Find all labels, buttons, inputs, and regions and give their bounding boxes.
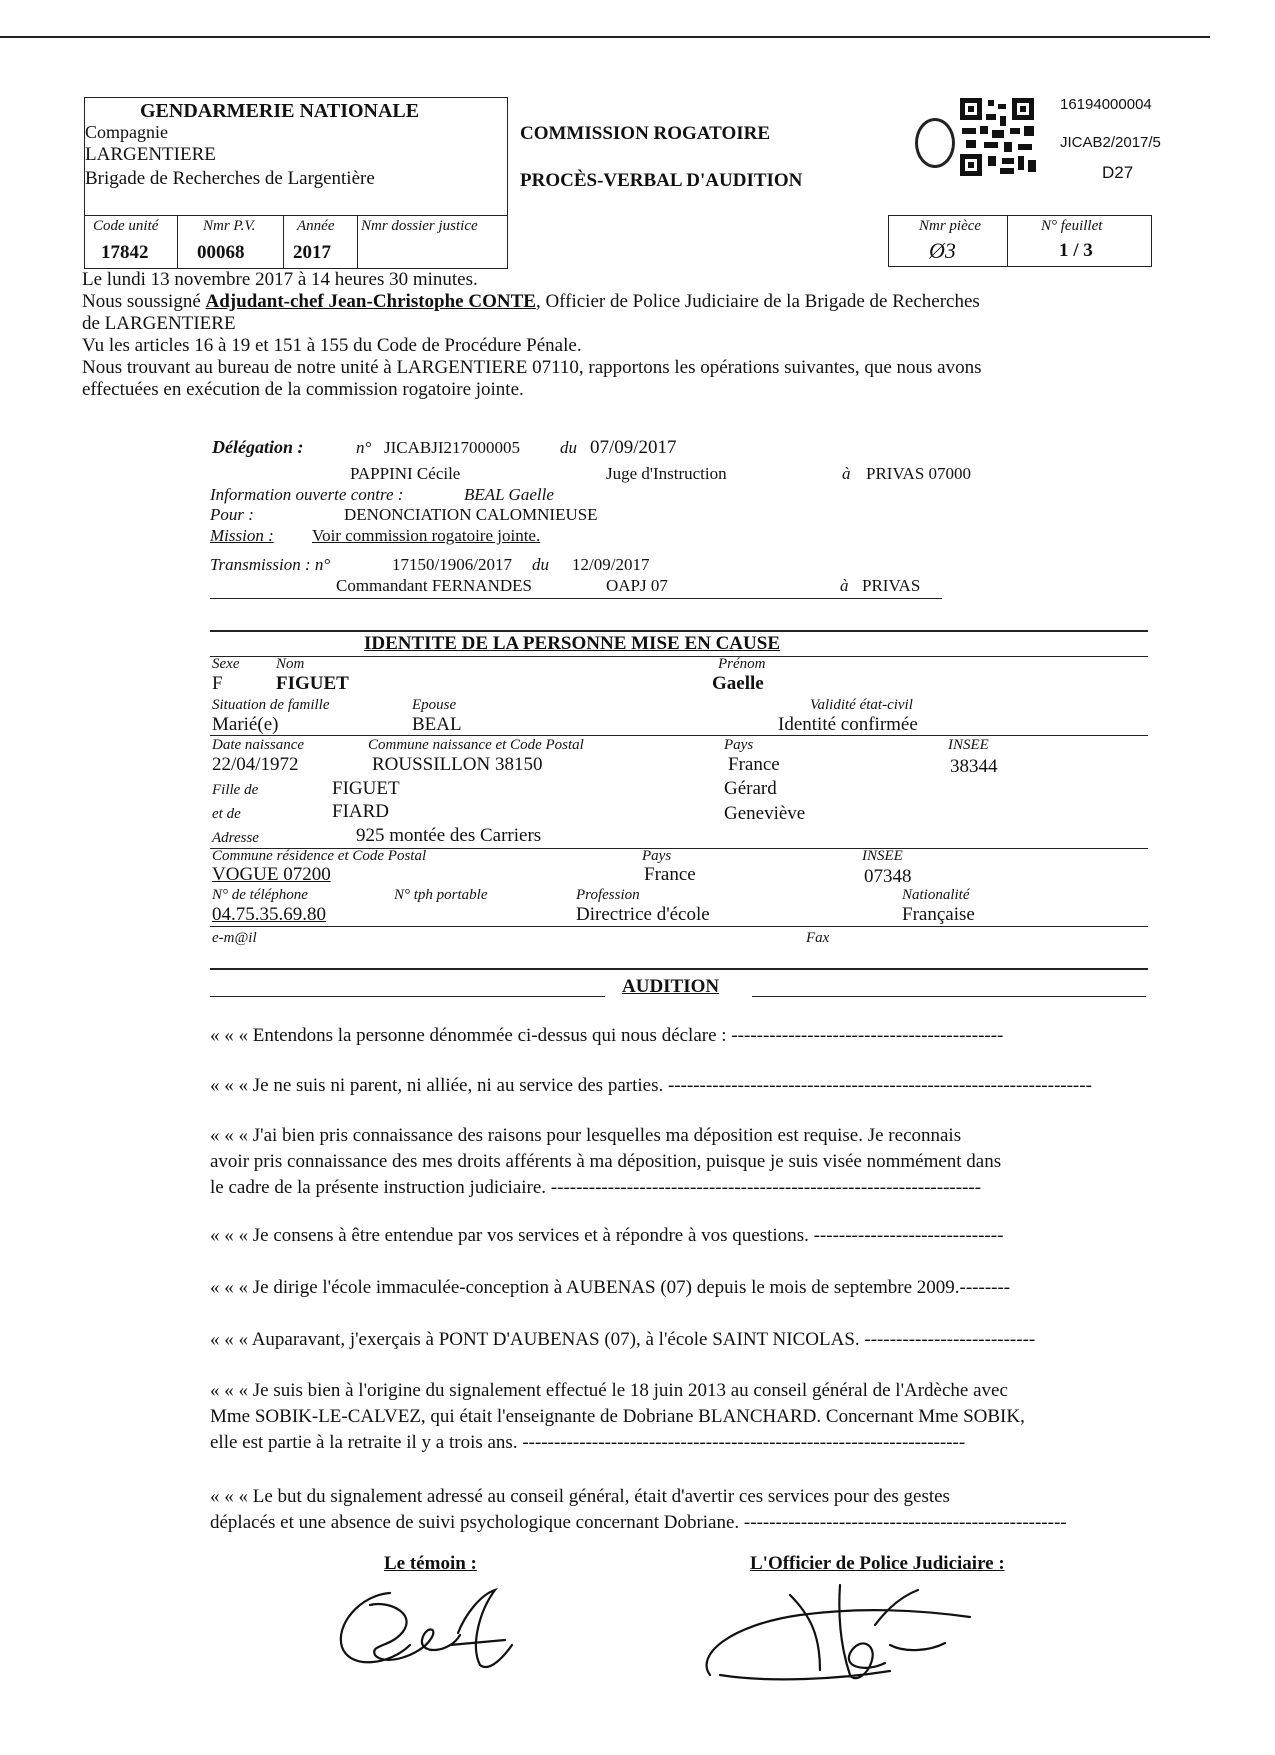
- intro-block: [82, 269, 1162, 401]
- transmission-label: Transmission : n°: [210, 555, 331, 574]
- prenom-value: Gaelle: [712, 673, 764, 694]
- officer-label: L'Officier de Police Judiciaire :: [750, 1553, 1005, 1574]
- audition-paragraph-5: « « « Je dirige l'école immaculée-conception à AUBENAS (07) depuis le mois de septembre 2009.--------: [210, 1277, 1011, 1298]
- mission-label: Mission :: [210, 526, 274, 545]
- insee2-label: INSEE: [862, 848, 903, 864]
- portable-label: N° tph portable: [394, 887, 488, 903]
- pour-label: Pour :: [210, 505, 254, 524]
- profession-value: Directrice d'école: [576, 904, 710, 925]
- commune-naissance-label: Commune naissance et Code Postal: [368, 737, 584, 753]
- transmission-number: 17150/1906/2017: [392, 555, 512, 574]
- delegation-du-label: du: [560, 438, 577, 457]
- delegation-number: JICABJI217000005: [384, 438, 521, 457]
- naissance-label: Date naissance: [212, 737, 305, 753]
- dossier-label: Nmr dossier justice: [361, 218, 478, 234]
- identity-title-rule: [210, 656, 1148, 657]
- residence-label: Commune résidence et Code Postal: [212, 848, 427, 864]
- audition-paragraph-7: « « « Je suis bien à l'origine du signalement effectué le 18 juin 2013 au conseil général de l'Ardèche avec Mme SOBIK-LE-CALVEZ, qui était l'enseignante de Dobriane BLANCHARD. Concernant Mme SOBIK, elle est partie à la retraite il y a trois ans. ----------------------------------------------------------------------: [210, 1380, 1025, 1453]
- nmr-pv-value: 00068: [197, 242, 245, 263]
- audition-paragraph-8: « « « Le but du signalement adressé au conseil général, était d'avertir ces services pour des gestes déplacés et une absence de suivi psychologique concernant Dobriane. ---------------------------------------------------: [210, 1486, 1067, 1533]
- audition-paragraph-3: « « « J'ai bien pris connaissance des raisons pour lesquelles ma déposition est requise. Je reconnais avoir pris connaissance des mes droits afférents à ma déposition, puisque je suis visée nommément dans le cadre de la présente instruction judiciaire. --------------------------------------------------------------------: [210, 1125, 1002, 1198]
- officer-name: Adjudant-chef Jean-Christophe CONTE: [205, 291, 536, 312]
- intro-execution-line: effectuées en exécution de la commission rogatoire jointe.: [82, 379, 524, 400]
- epouse-label: Epouse: [412, 697, 457, 713]
- doc-title-commission: COMMISSION ROGATOIRE: [520, 123, 771, 144]
- audition-paragraph-6: « « « Auparavant, j'exerçais à PONT D'AUBENAS (07), à l'école SAINT NICOLAS. ---------------------------: [210, 1329, 1036, 1350]
- transmission-place: PRIVAS: [862, 576, 921, 595]
- pays-value: France: [728, 754, 780, 775]
- profession-label: Profession: [576, 887, 640, 903]
- transmission-a-label: à: [840, 576, 849, 595]
- mere-prenom: Geneviève: [724, 803, 806, 824]
- delegation-n-label: n°: [356, 438, 372, 457]
- seal-circle-icon: [915, 118, 955, 168]
- qr-code-icon: [960, 98, 1038, 178]
- transmission-by: Commandant FERNANDES: [336, 576, 532, 595]
- feuillet-label: N° feuillet: [1041, 218, 1103, 234]
- pays2-value: France: [644, 864, 696, 885]
- identity-title: IDENTITE DE LA PERSONNE MISE EN CAUSE: [364, 633, 780, 654]
- annee-label: Année: [297, 218, 335, 234]
- transmission-du-label: du: [532, 555, 549, 574]
- delegation-date: 07/09/2017: [590, 437, 677, 458]
- ref-code: D27: [1102, 163, 1134, 182]
- feuillet-value: 1 / 3: [1059, 240, 1093, 261]
- transmission-underline: [210, 598, 942, 599]
- ref-number: 16194000004: [1060, 96, 1152, 113]
- ref-table: [84, 215, 508, 269]
- mere-nom: FIARD: [332, 801, 390, 822]
- delegation-judge-place: PRIVAS 07000: [866, 464, 972, 483]
- naissance-value: 22/04/1972: [212, 754, 299, 775]
- pere-nom: FIGUET: [332, 778, 400, 799]
- ref-case: JICAB2/2017/5: [1060, 134, 1161, 151]
- pays-label: Pays: [724, 737, 754, 753]
- audition-paragraph-4: « « « Je consens à être entendue par vos services et à répondre à vos questions. ------------------------------: [210, 1225, 1004, 1246]
- pere-prenom: Gérard: [724, 778, 777, 799]
- doc-title-pv: PROCÈS-VERBAL D'AUDITION: [520, 170, 803, 191]
- code-unite-value: 17842: [101, 242, 149, 263]
- sexe-value: F: [212, 673, 223, 694]
- org-brigade: Brigade de Recherches de Largentière: [85, 168, 375, 189]
- annee-value: 2017: [293, 242, 331, 263]
- intro-articles-line: Vu les articles 16 à 19 et 151 à 155 du Code de Procédure Pénale.: [82, 335, 582, 356]
- org-company: Compagnie: [85, 122, 168, 142]
- et-de-label: et de: [212, 806, 241, 822]
- witness-signature-image: [330, 1585, 530, 1675]
- audition-paragraph-1: « « « Entendons la personne dénommée ci-dessus qui nous déclare : -------------------------------------------: [210, 1025, 1004, 1046]
- nationalite-label: Nationalité: [902, 887, 970, 903]
- piece-value: Ø3: [929, 238, 956, 263]
- validite-label: Validité état-civil: [810, 697, 913, 713]
- pour-value: DENONCIATION CALOMNIEUSE: [344, 505, 598, 524]
- adresse-value: 925 montée des Carriers: [356, 825, 542, 846]
- nationalite-value: Française: [902, 904, 975, 925]
- delegation-judge-role: Juge d'Instruction: [606, 464, 727, 483]
- validite-value: Identité confirmée: [778, 714, 918, 735]
- situation-label: Situation de famille: [212, 697, 330, 713]
- delegation-judge: PAPPINI Cécile: [350, 464, 461, 483]
- code-unite-label: Code unité: [93, 218, 159, 234]
- audition-title: AUDITION: [622, 976, 720, 997]
- delegation-label: Délégation :: [212, 437, 304, 457]
- witness-label: Le témoin :: [384, 1553, 477, 1574]
- intro-date-line: Le lundi 13 novembre 2017 à 14 heures 30 minutes.: [82, 269, 478, 290]
- commune-naissance-value: ROUSSILLON 38150: [372, 754, 543, 775]
- nom-label: Nom: [276, 656, 305, 672]
- insee-label: INSEE: [948, 737, 989, 753]
- org-location: LARGENTIERE: [85, 144, 216, 165]
- fax-label: Fax: [806, 930, 830, 946]
- identity-top-rule: [210, 630, 1148, 632]
- intro-brigade-line: de LARGENTIERE: [82, 313, 236, 334]
- intro-location-line: Nous trouvant au bureau de notre unité à LARGENTIERE 07110, rapportons les opérations suivantes, que nous avons: [82, 357, 982, 378]
- transmission-unit: OAPJ 07: [606, 576, 668, 595]
- intro-officer-line: Nous soussigné Adjudant-chef Jean-Christophe CONTE, Officier de Police Judiciaire de la Brigade de Recherches: [82, 291, 980, 312]
- audition-paragraph-2: « « « Je ne suis ni parent, ni alliée, ni au service des parties. -------------------------------------------------------------------: [210, 1075, 1092, 1096]
- sexe-label: Sexe: [212, 656, 240, 672]
- insee2-value: 07348: [864, 866, 912, 887]
- information-label: Information ouverte contre :: [210, 485, 404, 504]
- pays2-label: Pays: [642, 848, 672, 864]
- adresse-label: Adresse: [212, 830, 259, 846]
- email-label: e-m@il: [212, 930, 257, 946]
- epouse-value: BEAL: [412, 714, 462, 735]
- telephone-label: N° de téléphone: [212, 887, 308, 903]
- top-scan-line: [0, 36, 1210, 38]
- piece-feuillet-table: [888, 215, 1152, 267]
- identity-bottom-rule: [210, 968, 1148, 970]
- nom-value: FIGUET: [276, 673, 349, 694]
- insee-value: 38344: [950, 756, 998, 777]
- prenom-label: Prénom: [718, 656, 766, 672]
- org-title: GENDARMERIE NATIONALE: [140, 100, 420, 122]
- information-value: BEAL Gaelle: [464, 485, 554, 504]
- fille-de-label: Fille de: [212, 782, 259, 798]
- nmr-pv-label: Nmr P.V.: [203, 218, 256, 234]
- situation-value: Marié(e): [212, 714, 279, 735]
- piece-label: Nmr pièce: [919, 218, 982, 234]
- mission-value: Voir commission rogatoire jointe.: [312, 526, 541, 545]
- transmission-date: 12/09/2017: [572, 555, 650, 574]
- delegation-a-label: à: [842, 464, 851, 483]
- residence-value: VOGUE 07200: [212, 864, 331, 885]
- officer-signature-image: [690, 1575, 990, 1690]
- telephone-value: 04.75.35.69.80: [212, 904, 326, 925]
